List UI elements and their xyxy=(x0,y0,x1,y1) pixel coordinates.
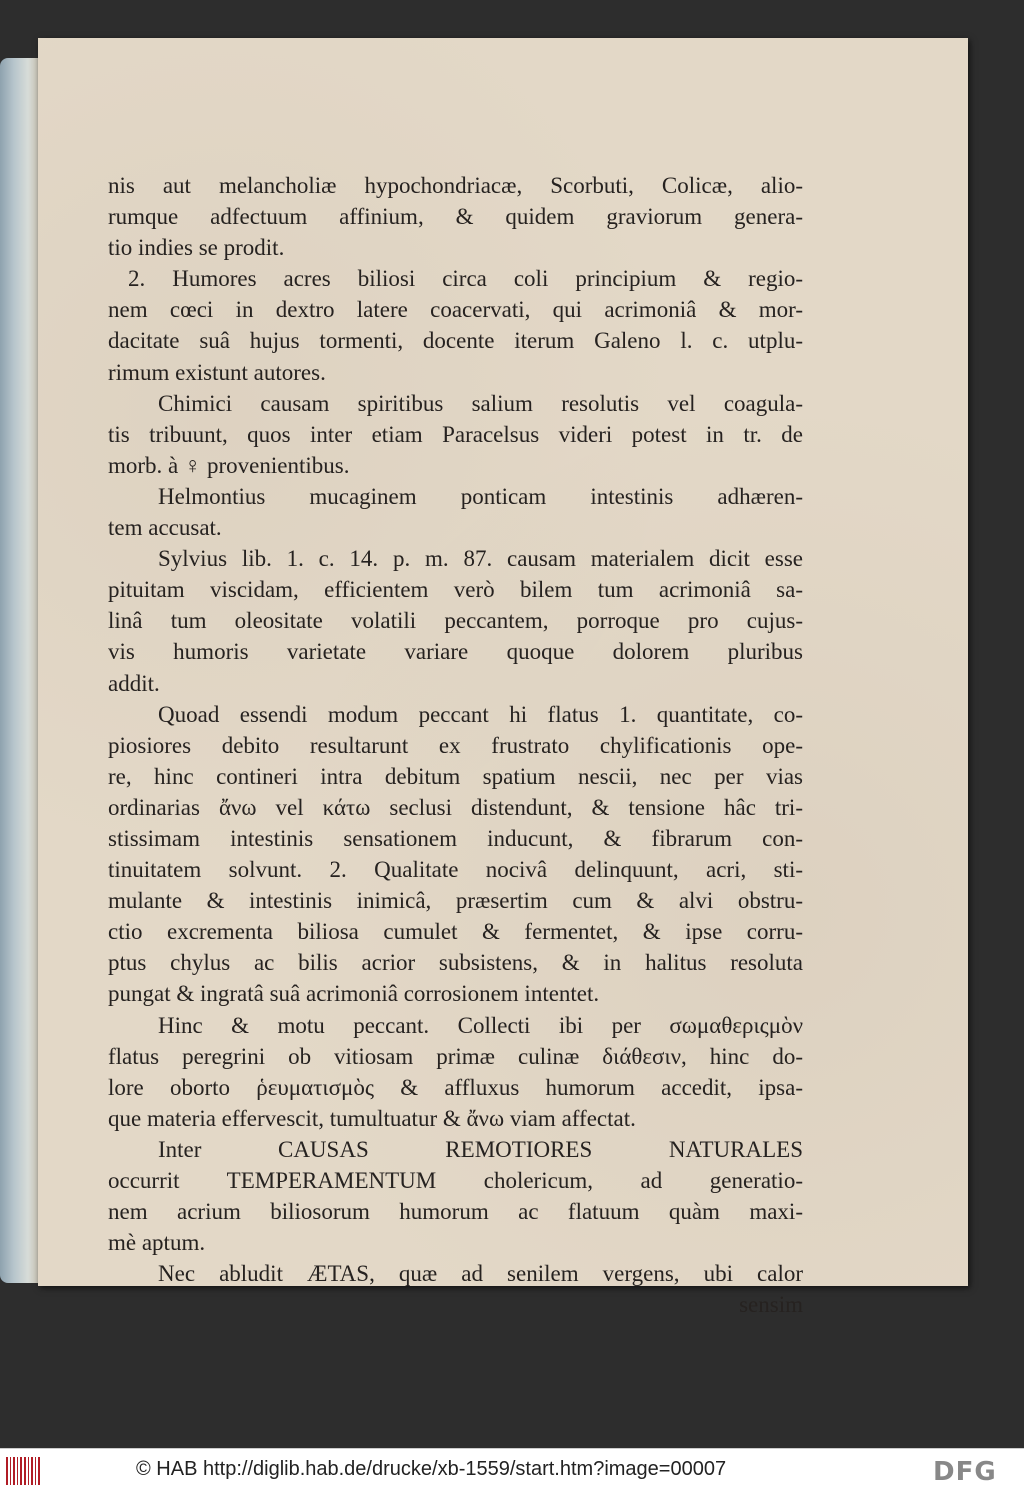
text-line: mulante & intestinis inimicâ, præsertim cum & alvi obstru- xyxy=(108,888,803,914)
scanned-page xyxy=(38,38,968,1318)
text-line: nis aut melancholiæ hypochondriacæ, Scorbuti, Colicæ, alio- xyxy=(108,173,803,198)
text-line: re, hinc contineri intra debitum spatium nescii, nec per vias xyxy=(108,763,803,789)
text-line: Helmontius mucaginem ponticam intestinis adhæren- xyxy=(158,483,803,509)
text-line: vis humoris varietate variare quoque dolorem pluribus xyxy=(108,639,803,665)
copyright-url-text: © HAB http://diglib.hab.de/drucke/xb-1559/start.htm?image=00007 xyxy=(136,1458,727,1480)
text-line: ordinarias ἄνω vel κάτω seclusi distendunt, & tensione hâc tri- xyxy=(108,794,803,820)
text-line: pituitam viscidam, efficientem verò bilem tum acrimoniâ sa- xyxy=(108,577,803,603)
footer-bar xyxy=(0,1448,1024,1491)
text-line: Hinc & motu peccant. Collecti ibi per σωμαθεριςμὸν xyxy=(158,1012,803,1038)
text-line: piosiores debito resultarunt ex frustrato chylificationis ope- xyxy=(108,732,803,758)
text-line: ptus chylus ac bilis acrior subsistens, & in halitus resoluta xyxy=(108,950,803,976)
text-line: stissimam intestinis sensationem inducunt, & fibrarum con- xyxy=(108,825,803,851)
dfg-logo: DFG xyxy=(933,1457,997,1487)
text-line: occurrit TEMPERAMENTUM cholericum, ad generatio- xyxy=(108,1168,803,1193)
text-line: rumque adfectuum affinium, & quidem graviorum genera- xyxy=(108,204,803,230)
text-line: ctio excrementa biliosa cumulet & fermentet, & ipse corru- xyxy=(108,919,803,945)
text-line: tis tribuunt, quos inter etiam Paracelsus videri potest in tr. de xyxy=(108,421,803,447)
text-line: 2. Humores acres biliosi circa coli principium & regio- xyxy=(128,266,803,292)
text-line: addit. xyxy=(108,670,160,696)
text-line: tem accusat. xyxy=(108,515,222,541)
catchword: sensim xyxy=(739,1292,803,1318)
text-line: Quoad essendi modum peccant hi flatus 1. quantitate, co- xyxy=(158,701,803,727)
text-line: linâ tum oleositate volatili peccantem, porroque pro cujus- xyxy=(108,608,803,634)
page-text xyxy=(108,170,803,1320)
text-line: tio indies se prodit. xyxy=(108,235,285,261)
text-line: Chimici causam spiritibus salium resolutis vel coagula- xyxy=(158,390,803,416)
text-line: flatus peregrini ob vitiosam primæ culinæ διάθεσιν, hinc do- xyxy=(108,1043,803,1069)
text-line: Nec abludit ÆTAS, quæ ad senilem vergens, ubi calor xyxy=(158,1261,803,1287)
text-line: nem acrium biliosorum humorum ac flatuum quàm maxi- xyxy=(108,1199,803,1225)
text-line: rimum existunt autores. xyxy=(108,359,326,385)
text-line: nem cœci in dextro latere coacervati, qui acrimoniâ & mor- xyxy=(108,297,803,323)
book-spine-edge xyxy=(0,58,40,1283)
text-line: tinuitatem solvunt. 2. Qualitate nocivâ delinquunt, acri, sti- xyxy=(108,857,803,883)
hab-barcode-logo-icon xyxy=(6,1457,44,1485)
text-line: Inter CAUSAS REMOTIORES NATURALES xyxy=(158,1136,803,1162)
text-line: pungat & ingratâ suâ acrimoniâ corrosionem intentet. xyxy=(108,981,600,1007)
text-line: que materia effervescit, tumultuatur & ἄνω viam affectat. xyxy=(108,1105,636,1131)
text-line: Sylvius lib. 1. c. 14. p. m. 87. causam materialem dicit esse xyxy=(158,546,803,572)
text-line: dacitate suâ hujus tormenti, docente iterum Galeno l. c. utplu- xyxy=(108,328,803,354)
text-line: lore oborto ῥευματισμὸς & affluxus humorum accedit, ipsa- xyxy=(108,1074,803,1100)
text-line: mè aptum. xyxy=(108,1230,206,1256)
text-line: morb. à ♀ provenientibus. xyxy=(108,452,350,478)
